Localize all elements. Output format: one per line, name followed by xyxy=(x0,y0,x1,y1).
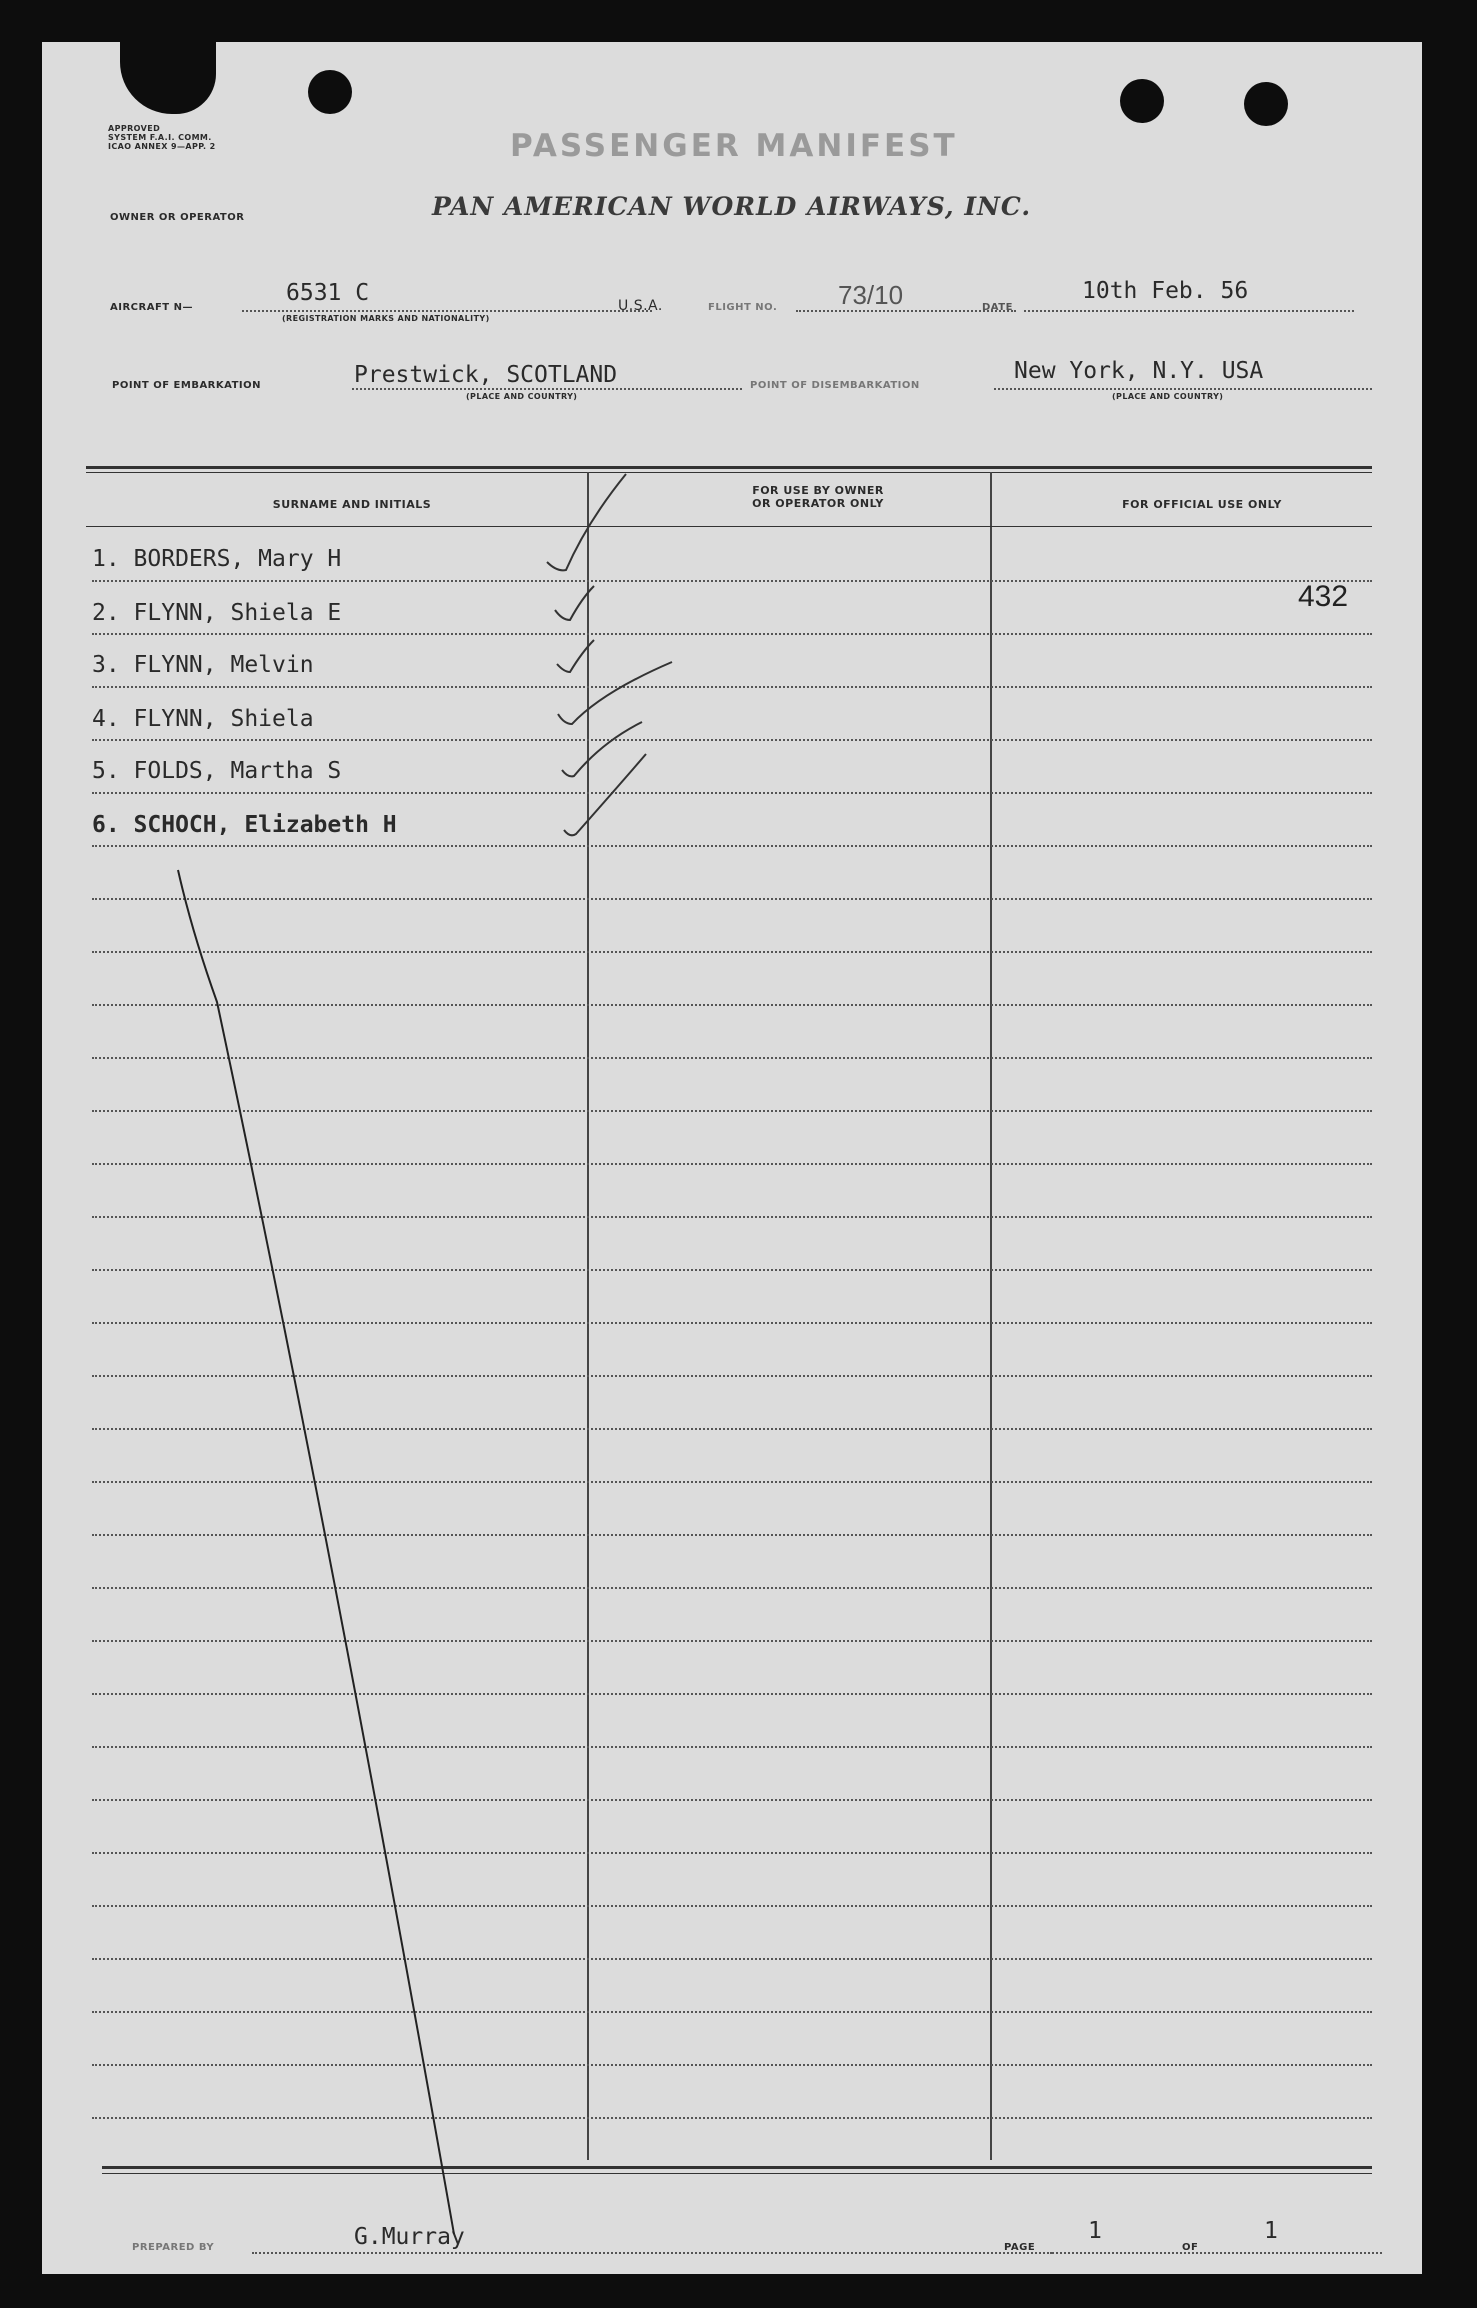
checkmark-icon xyxy=(558,662,672,724)
passenger-row: 6. SCHOCH, Elizabeth H xyxy=(92,812,397,838)
disembarkation-caption: (PLACE AND COUNTRY) xyxy=(1112,392,1224,401)
cancel-line-mark xyxy=(178,870,454,2234)
passenger-row: 5. FOLDS, Martha S xyxy=(92,758,342,784)
embarkation-value: Prestwick, SCOTLAND xyxy=(354,362,618,388)
page-label: PAGE xyxy=(1004,2242,1036,2253)
checkmark-icon xyxy=(564,754,646,835)
disembarkation-value: New York, N.Y. USA xyxy=(1014,358,1264,384)
column-official-header: FOR OFFICIAL USE ONLY xyxy=(1122,498,1282,511)
date-label: DATE xyxy=(982,302,1013,313)
approval-line: APPROVED xyxy=(108,124,161,133)
page-total: 1 xyxy=(1264,2218,1278,2244)
of-label: OF xyxy=(1182,2242,1199,2253)
checkmark-icon xyxy=(562,722,642,776)
checkmark-icon xyxy=(547,474,626,570)
embarkation-label: POINT OF EMBARKATION xyxy=(112,380,262,391)
embarkation-caption: (PLACE AND COUNTRY) xyxy=(466,392,578,401)
company-name: PAN AMERICAN WORLD AIRWAYS, INC. xyxy=(432,192,1032,221)
flight-label: FLIGHT NO. xyxy=(708,302,778,313)
passenger-row: 4. FLYNN, Shiela xyxy=(92,706,314,732)
prepared-label: PREPARED BY xyxy=(132,2242,215,2253)
passenger-row: 1. BORDERS, Mary H xyxy=(92,546,342,572)
column-owner-header-line: FOR USE BY OWNER xyxy=(752,484,884,497)
aircraft-value: 6531 C xyxy=(286,280,370,306)
handwritten-marks xyxy=(42,42,1422,2274)
official-number: 432 xyxy=(1298,580,1349,613)
page-number: 1 xyxy=(1088,2218,1102,2244)
approval-line: SYSTEM F.A.I. COMM. xyxy=(108,133,212,142)
country-label: U.S.A. xyxy=(618,298,663,314)
column-surname-header: SURNAME AND INITIALS xyxy=(272,498,432,511)
aircraft-label: AIRCRAFT N— xyxy=(110,302,193,313)
checkmark-icon xyxy=(555,586,594,620)
passenger-row: 2. FLYNN, Shiela E xyxy=(92,600,342,626)
flight-number: 73/10 xyxy=(838,280,904,310)
owner-label: OWNER OR OPERATOR xyxy=(110,212,245,223)
checkmark-icon xyxy=(557,640,594,672)
prepared-by-value: G.Murray xyxy=(354,2224,465,2250)
column-owner-header-line: OR OPERATOR ONLY xyxy=(752,497,884,510)
page-title: PASSENGER MANIFEST xyxy=(510,128,958,164)
registration-caption: (REGISTRATION MARKS AND NATIONALITY) xyxy=(282,314,490,323)
manifest-sheet xyxy=(42,42,1422,2274)
approval-line: ICAO ANNEX 9—APP. 2 xyxy=(108,142,216,151)
disembarkation-label: POINT OF DISEMBARKATION xyxy=(750,380,920,391)
passenger-row: 3. FLYNN, Melvin xyxy=(92,652,314,678)
date-value: 10th Feb. 56 xyxy=(1082,278,1249,304)
